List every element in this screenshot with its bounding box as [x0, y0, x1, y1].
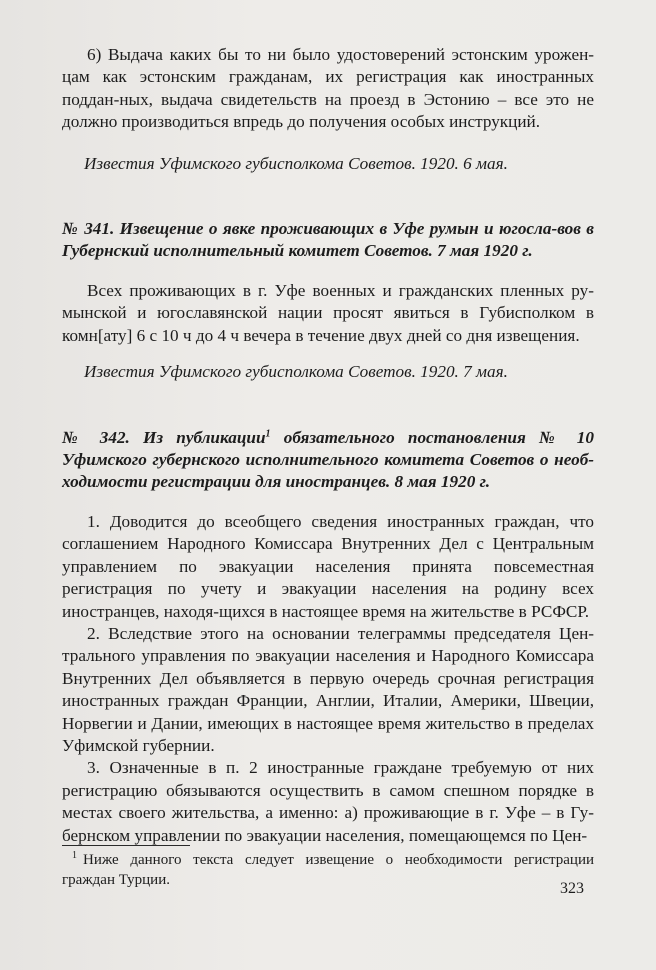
body-paragraph: 1. Доводится до всеобщего сведения иностранных граждан, что соглашением Народного Комиссара Внутренних Дел с Центральным управлением по эвакуации населения принята повсеместная регистрация по учету и эвакуации населения на родину всех иностранцев, находя-щихся в настоящее время на жительстве в РСФСР.	[62, 512, 594, 621]
heading-text	[62, 427, 594, 493]
document-body-341	[62, 280, 594, 347]
footnote-text: Ниже данного текста следует извещение о необходимости регистрации граждан Турции.	[62, 852, 594, 888]
heading-text: № 341. Извещение о явке проживающих в Уфе румын и югосла-вов в Губернский исполнительный комитет Советов. 7 мая 1920 г.	[62, 219, 594, 260]
body-paragraph: Всех проживающих в г. Уфе военных и гражданских пленных ру-мынской и югославянской нации просят явиться в Губисполком в комн[ату] 6 с 10 ч до 4 ч вечера в течение двух дней со дня извещения.	[62, 281, 594, 345]
source-citation-2	[84, 361, 594, 383]
document-body-342	[62, 511, 594, 847]
footnote	[62, 850, 594, 890]
body-paragraph: 2. Вследствие этого на основании телеграммы председателя Цен-трального управления по эвакуации населения и Народного Комиссара Внутренних Дел объявляется в первую очередь срочная регистрация иностранных граждан Франции, Англии, Италии, Америки, Швеции, Норвегии и Дании, имеющих в настоящее время жительство в пределах Уфимской губернии.	[62, 624, 594, 756]
page-number: 323	[560, 880, 584, 897]
source-citation-1	[84, 153, 594, 175]
heading-part: обязательного постановления № 10 Уфимского губернского исполнительного комитета Советов о необ-ходимости регистрации для иностранцев. 8 мая 1920 г.	[62, 428, 594, 491]
source-text: Известия Уфимского губисполкома Советов. 1920. 7 мая.	[84, 362, 508, 381]
body-paragraph: 6) Выдача каких бы то ни было удостоверений эстонским урожен-цам как эстонским гражданам, их регистрация как иностранных поддан-ных, выдача свидетельств на проезд в Эстонию – все это не должно производиться впредь до получения особых инструкций.	[62, 45, 594, 132]
paragraph-item-6	[62, 44, 594, 134]
footnote-divider	[62, 845, 190, 846]
heading-part: № 342. Из публикации	[62, 428, 266, 447]
document-heading-341	[62, 218, 594, 262]
document-heading-342	[62, 427, 594, 493]
footnote-reference: 1	[265, 428, 271, 440]
source-text: Известия Уфимского губисполкома Советов. 1920. 6 мая.	[84, 154, 508, 173]
body-paragraph: 3. Означенные в п. 2 иностранные граждане требуемую от них регистрацию обязываются осуществить в самом спешном порядке в местах своего жительства, а именно: а) проживающие в г. Уфе – в Гу-бернском управлении по эвакуации населения, помещающемся по Цен-	[62, 758, 594, 845]
footnote-mark: 1	[72, 850, 77, 861]
